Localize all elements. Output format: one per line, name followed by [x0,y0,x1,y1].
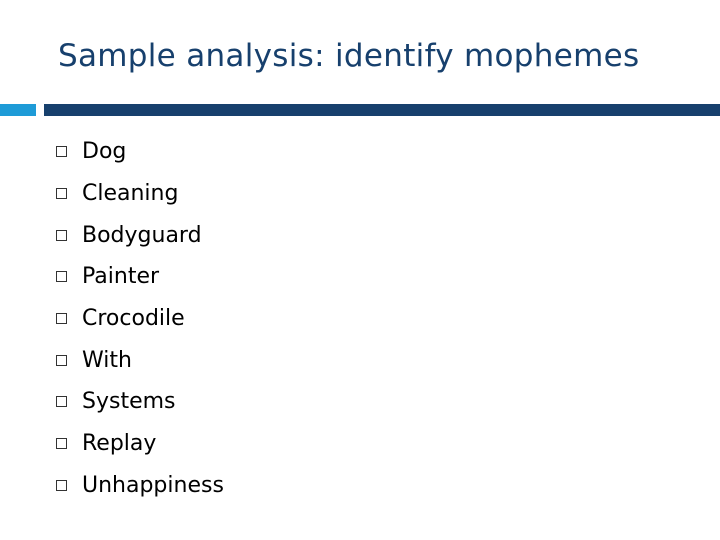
checkbox-outline-icon [56,480,67,491]
list-item [56,256,224,298]
list-item-label: Bodyguard [82,222,202,248]
checkbox-outline-icon [56,396,67,407]
title-underline-bar [44,104,720,116]
list-item-label: Painter [82,264,160,290]
list-item-label: Unhappiness [82,472,224,498]
list-item [56,131,224,173]
title-accent-bar [0,104,36,116]
checkbox-outline-icon [56,271,67,282]
checkbox-outline-icon [56,230,67,241]
checkbox-outline-icon [56,146,67,157]
checkbox-outline-icon [56,355,67,366]
list-item-label: Dog [82,139,127,165]
list-item-label: Replay [82,431,157,457]
list-item [56,423,224,465]
list-item [56,339,224,381]
list-item [56,465,224,507]
list-item [56,214,224,256]
list-item-label: Systems [82,389,176,415]
list-item [56,381,224,423]
list-item [56,298,224,340]
slide-title: Sample analysis: identify mophemes [58,38,640,74]
bullet-list [56,131,224,506]
list-item-label: Crocodile [82,306,185,332]
checkbox-outline-icon [56,313,67,324]
list-item-label: Cleaning [82,181,179,207]
checkbox-outline-icon [56,438,67,449]
list-item [56,173,224,215]
checkbox-outline-icon [56,188,67,199]
list-item-label: With [82,347,132,373]
